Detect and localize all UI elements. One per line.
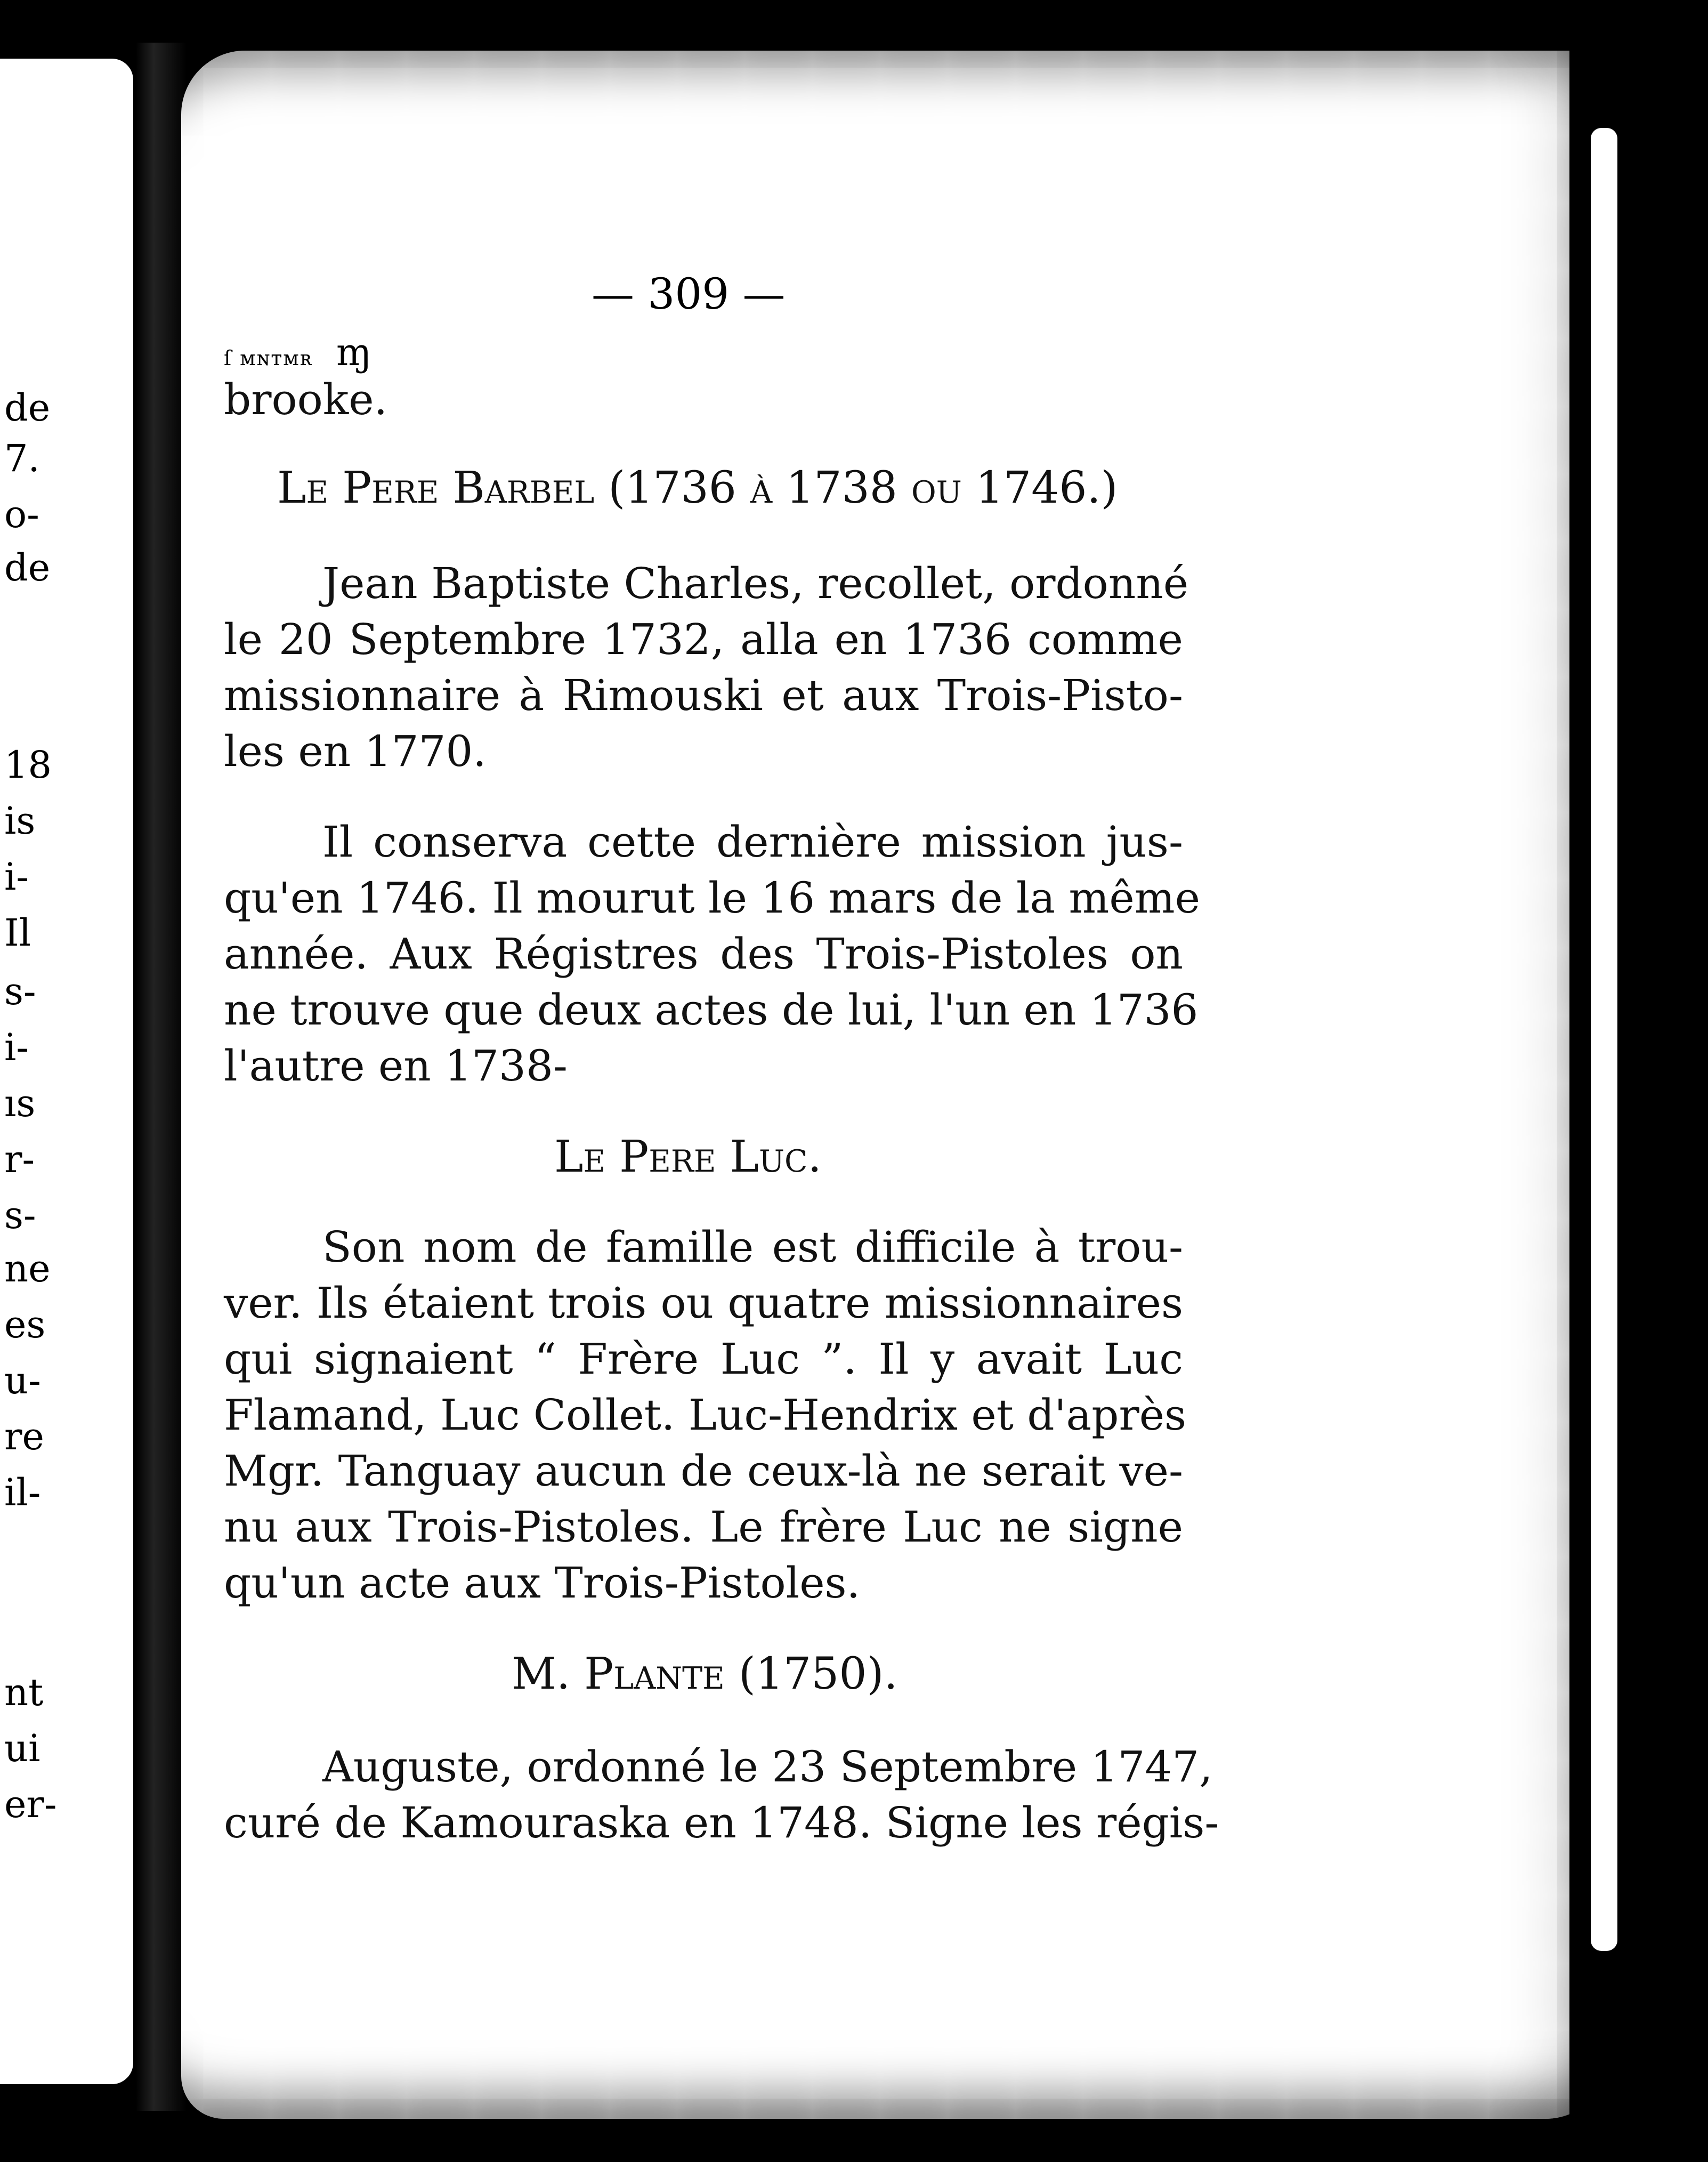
- left-fragment: il-: [4, 1471, 41, 1514]
- left-fragment: i-: [4, 855, 29, 899]
- page-number: — 309 —: [592, 269, 786, 319]
- stamp-glyph: ɱ: [336, 330, 373, 374]
- paragraph-line: missionnaire à Rimouski et aux Trois-Pisto-: [224, 671, 1183, 720]
- stamp-text: ſ ᴍɴᴛᴍʀ: [224, 346, 313, 370]
- page-edge-sliver: [1591, 128, 1617, 1951]
- paragraph-line: Son nom de famille est difficile à trou-: [322, 1222, 1183, 1272]
- library-stamp: [224, 330, 373, 374]
- left-fragment: s-: [4, 970, 36, 1013]
- left-fragment: o-: [4, 493, 39, 536]
- left-fragment: er-: [4, 1782, 57, 1826]
- left-fragment: u-: [4, 1359, 41, 1402]
- left-fragment: i-: [4, 1026, 29, 1069]
- section-heading-luc: Le Pere Luc.: [554, 1132, 822, 1182]
- left-fragment: ne: [4, 1247, 51, 1290]
- paragraph-line: nu aux Trois-Pistoles. Le frère Luc ne signe: [224, 1502, 1183, 1552]
- left-fragment: s-: [4, 1193, 36, 1237]
- paragraph-line: l'autre en 1738-: [224, 1041, 568, 1091]
- paragraph-line: qui signaient “ Frère Luc ”. Il y avait Luc: [224, 1334, 1183, 1384]
- paragraph-line: Flamand, Luc Collet. Luc-Hendrix et d'après: [224, 1390, 1187, 1440]
- paragraph-line: qu'un acte aux Trois-Pistoles.: [224, 1558, 861, 1608]
- left-fragment: ui: [4, 1727, 41, 1770]
- paragraph-line: qu'en 1746. Il mourut le 16 mars de la même: [224, 873, 1200, 923]
- section-heading-plante: M. Plante (1750).: [512, 1649, 898, 1699]
- paragraph-line: année. Aux Régistres des Trois-Pistoles on: [224, 929, 1183, 979]
- left-fragment: 18: [4, 743, 52, 787]
- left-fragment: de: [4, 546, 51, 590]
- left-fragment: ıs: [4, 1082, 36, 1125]
- book-spine: [136, 43, 187, 2111]
- left-fragment: re: [4, 1415, 44, 1458]
- left-fragment: r-: [4, 1138, 35, 1181]
- left-page-strip: [0, 59, 133, 2084]
- paragraph-line: curé de Kamouraska en 1748. Signe les régis-: [224, 1798, 1219, 1848]
- opening-line: brooke.: [224, 375, 388, 424]
- paragraph-line: les en 1770.: [224, 727, 487, 776]
- right-page-edge: [1569, 0, 1708, 2162]
- left-fragment: de: [4, 386, 51, 430]
- left-fragment: Il: [4, 911, 31, 955]
- paragraph-line: le 20 Septembre 1732, alla en 1736 comme: [224, 615, 1183, 664]
- paragraph-line: Auguste, ordonné le 23 Septembre 1747,: [322, 1742, 1213, 1792]
- paragraph-line: Jean Baptiste Charles, recollet, ordonné: [322, 559, 1189, 608]
- paragraph-line: ne trouve que deux actes de lui, l'un en 1736: [224, 985, 1199, 1035]
- left-fragment: 7.: [4, 437, 40, 480]
- paragraph-line: Mgr. Tanguay aucun de ceux-là ne serait ve-: [224, 1446, 1183, 1496]
- paragraph-line: ver. Ils étaient trois ou quatre missionnaires: [224, 1278, 1183, 1328]
- left-fragment: es: [4, 1303, 46, 1346]
- left-fragment: is: [4, 799, 36, 843]
- left-fragment: nt: [4, 1671, 44, 1714]
- section-heading-barbel: Le Pere Barbel (1736 à 1738 ou 1746.): [277, 463, 1118, 513]
- paragraph-line: Il conserva cette dernière mission jus-: [322, 817, 1183, 867]
